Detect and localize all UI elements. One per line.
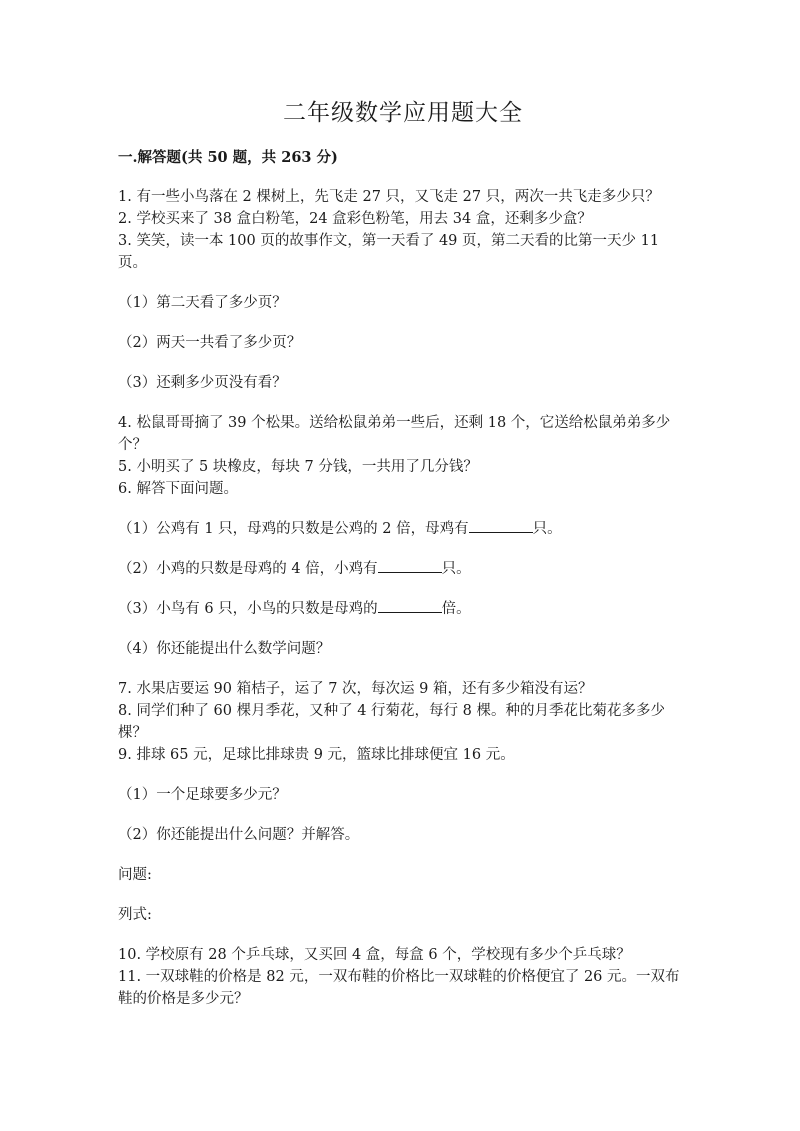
question-6-part-1-unit: 只。	[532, 521, 562, 537]
question-1: 1. 有一些小鸟落在 2 棵树上，先飞走 27 只，又飞走 27 只，两次一共飞走多少只？	[118, 189, 660, 205]
answer-blank	[378, 598, 442, 613]
question-6-part-3-unit: 倍。	[441, 601, 471, 617]
question-11: 11. 一双球鞋的价格是 82 元，一双布鞋的价格比一双球鞋的价格便宜了 26 元。一双布鞋的价格是多少元？	[118, 969, 680, 1007]
question-6-part-1-text: （1）公鸡有 1 只，母鸡的只数是公鸡的 2 倍，母鸡有	[118, 521, 469, 537]
question-8: 8. 同学们种了 60 棵月季花，又种了 4 行菊花，每行 8 棵。种的月季花比菊花多多少棵？	[118, 703, 665, 741]
question-6-part-2-unit: 只。	[441, 561, 471, 577]
question-9-formula-label: 列式:	[118, 907, 152, 923]
page-title: 二年级数学应用题大全	[283, 100, 523, 126]
question-4: 4. 松鼠哥哥摘了 39 个松果。送给松鼠弟弟一些后，还剩 18 个，它送给松鼠弟弟多少个？	[118, 415, 671, 453]
question-6-part-2	[118, 558, 683, 580]
answer-blank	[469, 518, 533, 533]
question-6-part-4: （4）你还能提出什么数学问题？	[118, 641, 331, 657]
question-3: 3. 笑笑，读一本 100 页的故事作文，第一天看了 49 页，第二天看的比第一天少 11 页。	[118, 233, 660, 271]
section-heading: 一.解答题(共 50 题，共 263 分)	[118, 149, 338, 166]
question-7: 7. 水果店要运 90 箱桔子，运了 7 次，每次运 9 箱，还有多少箱没有运？	[118, 681, 593, 697]
question-6-part-1	[118, 518, 683, 540]
question-3-part-1: （1）第二天看了多少页？	[118, 295, 287, 311]
question-6-part-3	[118, 598, 683, 620]
question-9: 9. 排球 65 元，足球比排球贵 9 元，篮球比排球便宜 16 元。	[118, 747, 515, 763]
question-2: 2. 学校买来了 38 盒白粉笔，24 盒彩色粉笔，用去 34 盒，还剩多少盒？	[118, 211, 592, 227]
answer-blank	[378, 558, 442, 573]
question-9-part-2: （2）你还能提出什么问题？并解答。	[118, 827, 360, 843]
question-10: 10. 学校原有 28 个乒乓球，又买回 4 盒，每盒 6 个，学校现有多少个乒乓球？	[118, 947, 631, 963]
question-6-part-2-text: （2）小鸡的只数是母鸡的 4 倍，小鸡有	[118, 561, 378, 577]
question-6: 6. 解答下面问题。	[118, 481, 238, 497]
question-9-question-label: 问题:	[118, 867, 152, 883]
question-9-part-1: （1）一个足球要多少元？	[118, 787, 287, 803]
question-6-part-3-text: （3）小鸟有 6 只，小鸟的只数是母鸡的	[118, 601, 378, 617]
question-list	[118, 186, 683, 1010]
question-3-part-3: （3）还剩多少页没有看？	[118, 375, 287, 391]
question-3-part-2: （2）两天一共看了多少页？	[118, 335, 302, 351]
question-5: 5. 小明买了 5 块橡皮，每块 7 分钱，一共用了几分钱？	[118, 459, 478, 475]
